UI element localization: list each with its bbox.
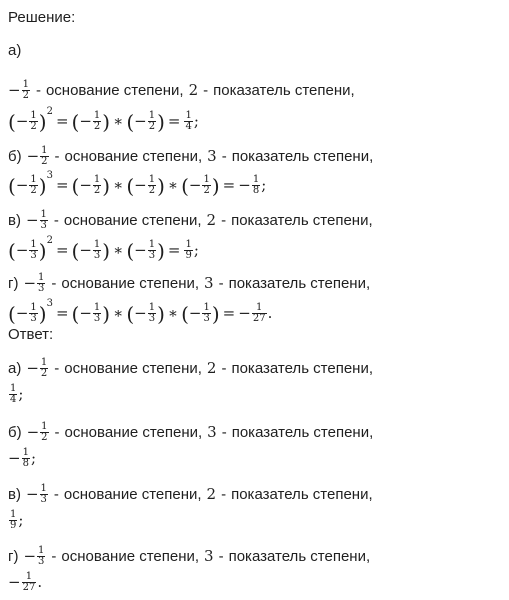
dash: - [218, 548, 224, 565]
equals-sign: = [222, 304, 236, 322]
answer-a-description [8, 358, 373, 379]
times-sign: ∗ [113, 304, 124, 322]
denominator: 3 [40, 220, 47, 231]
numerator: 1 [38, 545, 45, 556]
fraction [148, 175, 156, 196]
part-v-equation: ( − $\frac{1}{3}$ ) 2 = ( − $\frac{1}{3}$ ) ∗ ( − $\frac{1}{3}$ ) = $\frac{1}{9}$ ; [8, 234, 199, 263]
exponent-text: показатель степени, [213, 82, 355, 99]
fraction [93, 240, 101, 261]
denominator: 2 [30, 185, 37, 196]
times-sign: ∗ [113, 112, 124, 130]
exponent-text: показатель степени, [231, 212, 373, 229]
minus-sign: − [15, 241, 29, 259]
exponent-value: 3 [207, 147, 217, 165]
dash: - [54, 360, 60, 377]
exponent-text: показатель степени, [231, 360, 374, 377]
minus-sign: − [15, 304, 29, 322]
times-sign: ∗ [167, 176, 179, 194]
solution-title: Решение: [8, 9, 76, 26]
exponent-text: показатель степени, [231, 424, 374, 441]
fraction [148, 303, 156, 324]
base-text: основание степени, [45, 82, 184, 99]
part-label: в) [8, 212, 21, 229]
dash: - [221, 424, 227, 441]
minus-sign: − [26, 147, 40, 165]
denominator: 27 [252, 313, 266, 324]
fraction [202, 303, 210, 324]
semicolon: ; [18, 385, 24, 403]
answer-v-result [8, 510, 23, 531]
exponent-value: 2 [206, 485, 217, 503]
dash: - [221, 148, 227, 165]
denominator: 3 [203, 313, 210, 324]
times-sign: ∗ [167, 304, 179, 322]
fraction [29, 111, 37, 132]
part-label: б) [8, 424, 22, 441]
denominator: 3 [93, 313, 101, 324]
numerator: 1 [30, 239, 37, 250]
fraction [37, 546, 45, 567]
equals-sign: = [55, 112, 69, 130]
dash: - [51, 548, 57, 565]
denominator: 3 [38, 283, 45, 294]
minus-sign: − [238, 304, 251, 322]
numerator: 1 [185, 239, 192, 250]
numerator: 1 [40, 209, 47, 220]
semicolon: ; [193, 112, 199, 130]
equals-sign: = [55, 304, 69, 322]
numerator: 1 [256, 302, 263, 313]
dash: - [53, 486, 59, 503]
part-v-description [8, 210, 373, 231]
numerator: 1 [93, 239, 101, 250]
semicolon: ; [193, 241, 199, 259]
minus-sign: − [79, 176, 92, 194]
denominator: 2 [41, 432, 48, 443]
numerator: 1 [93, 302, 101, 313]
base-text: основание степени, [64, 360, 202, 377]
denominator: 2 [22, 90, 29, 101]
fraction [40, 422, 48, 443]
numerator: 1 [148, 110, 156, 121]
numerator: 1 [38, 272, 45, 283]
minus-sign: − [188, 176, 202, 194]
part-label: б) [8, 148, 22, 165]
minus-sign: − [26, 359, 39, 377]
denominator: 2 [41, 156, 48, 167]
base-text: основание степени, [63, 486, 202, 503]
dash: - [35, 82, 41, 99]
part-a-label-line [8, 43, 21, 58]
part-b-description [8, 146, 373, 167]
base-text: основание степени, [61, 275, 200, 292]
times-sign: ∗ [113, 241, 124, 259]
part-label: а) [8, 360, 22, 377]
denominator: 2 [30, 121, 37, 132]
fraction [40, 210, 48, 231]
dash: - [218, 275, 224, 292]
fraction [22, 80, 30, 101]
equals-sign: = [222, 176, 236, 194]
equals-sign: = [55, 176, 69, 194]
numerator: 1 [185, 110, 192, 121]
numerator: 1 [93, 110, 101, 121]
denominator: 3 [30, 313, 37, 324]
minus-sign: − [23, 274, 37, 292]
numerator: 1 [41, 421, 48, 432]
minus-sign: − [79, 241, 92, 259]
denominator: 2 [203, 185, 210, 196]
minus-sign: − [25, 211, 39, 229]
power: 2 [46, 105, 53, 117]
solution-heading [8, 10, 75, 25]
dash: - [54, 424, 60, 441]
minus-sign: − [8, 81, 21, 99]
numerator: 1 [203, 302, 210, 313]
part-b-equation: ( − $\frac{1}{2}$ ) 3 = ( − $\frac{1}{2}$ ) ∗ ( − $\frac{1}{2}$ ) ∗ ( − $\frac{1}{2}$ ) = − $\frac{1}{8}$ ; [8, 169, 267, 198]
base-text: основание степени, [64, 148, 203, 165]
denominator: 3 [148, 250, 156, 261]
denominator: 2 [93, 185, 101, 196]
answer-g-result [8, 572, 42, 593]
fraction [252, 303, 267, 324]
exponent-value: 2 [206, 359, 217, 377]
numerator: 1 [40, 483, 47, 494]
part-label: в) [8, 486, 21, 503]
fraction [29, 240, 37, 261]
minus-sign: − [79, 304, 92, 322]
numerator: 1 [252, 174, 260, 185]
dash: - [203, 82, 209, 99]
answer-g-description [8, 546, 370, 567]
minus-sign: − [79, 112, 92, 130]
denominator: 2 [148, 121, 156, 132]
base-text: основание степени, [61, 548, 200, 565]
numerator: 1 [41, 145, 48, 156]
exponent-value: 3 [207, 423, 217, 441]
denominator: 9 [185, 250, 192, 261]
part-g-equation: ( − $\frac{1}{3}$ ) 3 = ( − $\frac{1}{3}$ ) ∗ ( − $\frac{1}{3}$ ) ∗ ( − $\frac{1}{3}$ ) = − $\frac{1}{27}$ . [8, 297, 273, 326]
minus-sign: − [188, 304, 202, 322]
semicolon: ; [18, 511, 24, 529]
denominator: 27 [22, 582, 36, 593]
part-label: г) [8, 548, 19, 565]
semicolon: ; [30, 449, 37, 467]
numerator: 1 [10, 383, 17, 394]
denominator: 3 [38, 556, 45, 567]
answer-a-result [8, 384, 23, 405]
minus-sign: − [134, 112, 147, 130]
times-sign: ∗ [113, 176, 124, 194]
numerator: 1 [148, 174, 156, 185]
denominator: 2 [93, 121, 101, 132]
numerator: 1 [22, 447, 29, 458]
fraction [37, 273, 45, 294]
exponent-text: показатель степени, [231, 486, 373, 503]
minus-sign: − [25, 485, 39, 503]
denominator: 8 [22, 458, 29, 469]
denominator: 8 [252, 185, 260, 196]
fraction [22, 448, 30, 469]
dash: - [53, 212, 59, 229]
denominator: 3 [30, 250, 37, 261]
fraction [184, 240, 192, 261]
denominator: 3 [40, 494, 47, 505]
fraction [252, 175, 260, 196]
minus-sign: − [238, 176, 251, 194]
part-label: г) [8, 275, 19, 292]
numerator: 1 [148, 302, 156, 313]
denominator: 4 [10, 394, 17, 405]
equals-sign: = [167, 241, 181, 259]
exponent-text: показатель степени, [228, 275, 371, 292]
fraction [29, 175, 37, 196]
denominator: 4 [185, 121, 192, 132]
answer-b-description [8, 422, 373, 443]
fraction [22, 572, 37, 593]
dash: - [221, 360, 227, 377]
dash: - [54, 148, 60, 165]
numerator: 1 [93, 174, 101, 185]
dash: - [221, 212, 227, 229]
fraction [202, 175, 210, 196]
equals-sign: = [55, 241, 69, 259]
semicolon: ; [261, 176, 267, 194]
part-label: а) [8, 42, 22, 59]
part-a-equation: ( − $\frac{1}{2}$ ) 2 = ( − $\frac{1}{2}$ ) ∗ ( − $\frac{1}{2}$ ) = $\frac{1}{4}$ ; [8, 105, 199, 134]
power: 3 [46, 297, 53, 309]
minus-sign: − [8, 449, 21, 467]
minus-sign: − [15, 112, 29, 130]
numerator: 1 [40, 357, 48, 368]
exponent-value: 2 [206, 211, 217, 229]
fraction [9, 384, 17, 405]
minus-sign: − [134, 176, 147, 194]
minus-sign: − [134, 304, 147, 322]
power: 3 [46, 169, 53, 181]
dash: - [221, 486, 227, 503]
answer-title: Ответ: [8, 326, 54, 343]
answer-b-result [8, 448, 36, 469]
fraction [148, 111, 156, 132]
base-text: основание степени, [63, 212, 202, 229]
fraction [40, 484, 48, 505]
fraction [93, 175, 101, 196]
base-text: основание степени, [64, 424, 203, 441]
answer-heading [8, 327, 53, 342]
part-a-description [8, 80, 355, 101]
minus-sign: − [8, 573, 21, 591]
period: . [37, 573, 43, 591]
dash: - [51, 275, 57, 292]
numerator: 1 [30, 302, 37, 313]
minus-sign: − [134, 241, 147, 259]
minus-sign: − [23, 547, 37, 565]
fraction [9, 510, 17, 531]
answer-v-description [8, 484, 373, 505]
numerator: 1 [25, 571, 33, 582]
exponent-text: показатель степени, [231, 148, 374, 165]
numerator: 1 [30, 174, 37, 185]
fraction [148, 240, 156, 261]
equals-sign: = [167, 112, 181, 130]
denominator: 2 [148, 185, 156, 196]
period: . [267, 304, 273, 322]
exponent-value: 3 [204, 274, 214, 292]
minus-sign: − [15, 176, 29, 194]
numerator: 1 [203, 174, 210, 185]
part-g-description [8, 273, 370, 294]
power: 2 [46, 234, 53, 246]
fraction [29, 303, 37, 324]
fraction [93, 303, 101, 324]
numerator: 1 [10, 509, 17, 520]
fraction [40, 146, 48, 167]
fraction [184, 111, 192, 132]
denominator: 3 [93, 250, 101, 261]
minus-sign: − [26, 423, 40, 441]
exponent-text: показатель степени, [228, 548, 371, 565]
exponent-value: 2 [188, 81, 199, 99]
denominator: 9 [10, 520, 17, 531]
denominator: 3 [148, 313, 156, 324]
exponent-value: 3 [204, 547, 214, 565]
fraction [93, 111, 101, 132]
numerator: 1 [148, 239, 156, 250]
denominator: 2 [40, 368, 48, 379]
fraction [40, 358, 48, 379]
numerator: 1 [22, 79, 29, 90]
numerator: 1 [30, 110, 37, 121]
